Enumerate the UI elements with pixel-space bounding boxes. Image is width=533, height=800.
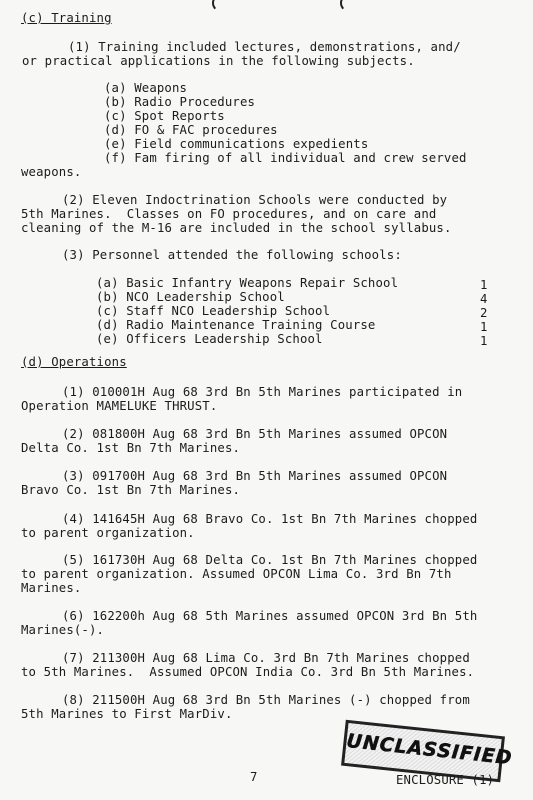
- page-number: 7: [250, 770, 258, 784]
- operation-entry-line: (7) 211300H Aug 68 Lima Co. 3rd Bn 7th Marines chopped: [62, 651, 470, 665]
- training-heading: (c) Training: [21, 11, 112, 25]
- school-name: (d) Radio Maintenance Training Course: [96, 318, 376, 332]
- school-count: 1: [480, 334, 488, 348]
- operation-entry-line: (5) 161730H Aug 68 Delta Co. 1st Bn 7th Marines chopped: [62, 553, 478, 567]
- operation-entry-line: (4) 141645H Aug 68 Bravo Co. 1st Bn 7th Marines chopped: [62, 512, 478, 526]
- training-intro-line-2: or practical applications in the following subjects.: [22, 54, 415, 68]
- school-name: (c) Staff NCO Leadership School: [96, 304, 331, 318]
- operation-entry-line: (1) 010001H Aug 68 3rd Bn 5th Marines participated in: [62, 385, 463, 399]
- operation-entry-line: Marines.: [21, 581, 82, 595]
- operation-entry-line: 5th Marines to First MarDiv.: [21, 707, 233, 721]
- school-count: 1: [480, 320, 488, 334]
- operation-entry-line: to parent organization. Assumed OPCON Lima Co. 3rd Bn 7th: [21, 567, 452, 581]
- subject-item: (e) Field communications expedients: [104, 137, 369, 151]
- operation-entry-line: Operation MAMELUKE THRUST.: [21, 399, 218, 413]
- operation-entry-line: Bravo Co. 1st Bn 7th Marines.: [21, 483, 241, 497]
- training-intro-line-1: (1) Training included lectures, demonstrations, and/: [68, 40, 461, 54]
- operation-entry-line: (6) 162200h Aug 68 5th Marines assumed OPCON 3rd Bn 5th: [62, 609, 478, 623]
- schools-conducted-line-1: (2) Eleven Indoctrination Schools were conducted by: [62, 193, 448, 207]
- operation-entry-line: (2) 081800H Aug 68 3rd Bn 5th Marines assumed OPCON: [62, 427, 448, 441]
- enclosure-label: ENCLOSURE (1): [396, 773, 495, 787]
- school-count: 2: [480, 306, 488, 320]
- operations-heading: (d) Operations: [21, 355, 127, 369]
- school-name: (e) Officers Leadership School: [96, 332, 323, 346]
- operation-entry-line: (8) 211500H Aug 68 3rd Bn 5th Marines (-) chopped from: [62, 693, 470, 707]
- schools-conducted-line-3: cleaning of the M-16 are included in the school syllabus.: [21, 221, 452, 235]
- operation-entry-line: to parent organization.: [21, 526, 195, 540]
- subject-item: (f) Fam firing of all individual and crew served: [104, 151, 467, 165]
- subject-item: (c) Spot Reports: [104, 109, 225, 123]
- school-name: (a) Basic Infantry Weapons Repair School: [96, 276, 399, 290]
- schools-attended-intro: (3) Personnel attended the following schools:: [62, 248, 402, 262]
- subject-item: (b) Radio Procedures: [104, 95, 256, 109]
- school-count: 4: [480, 292, 488, 306]
- top-mark-right: [340, 0, 358, 12]
- subject-item-continuation: weapons.: [21, 165, 82, 179]
- operation-entry-line: Marines(-).: [21, 623, 105, 637]
- subject-item: (d) FO & FAC procedures: [104, 123, 278, 137]
- school-name: (b) NCO Leadership School: [96, 290, 285, 304]
- top-mark-left: [212, 0, 230, 12]
- operation-entry-line: to 5th Marines. Assumed OPCON India Co. 3rd Bn 5th Marines.: [21, 665, 475, 679]
- stamp-text: UNCLASSIFIED: [345, 730, 514, 770]
- schools-conducted-line-2: 5th Marines. Classes on FO procedures, and on care and: [21, 207, 437, 221]
- subject-item: (a) Weapons: [104, 81, 188, 95]
- school-count: 1: [480, 278, 488, 292]
- operation-entry-line: (3) 091700H Aug 68 3rd Bn 5th Marines assumed OPCON: [62, 469, 448, 483]
- operation-entry-line: Delta Co. 1st Bn 7th Marines.: [21, 441, 241, 455]
